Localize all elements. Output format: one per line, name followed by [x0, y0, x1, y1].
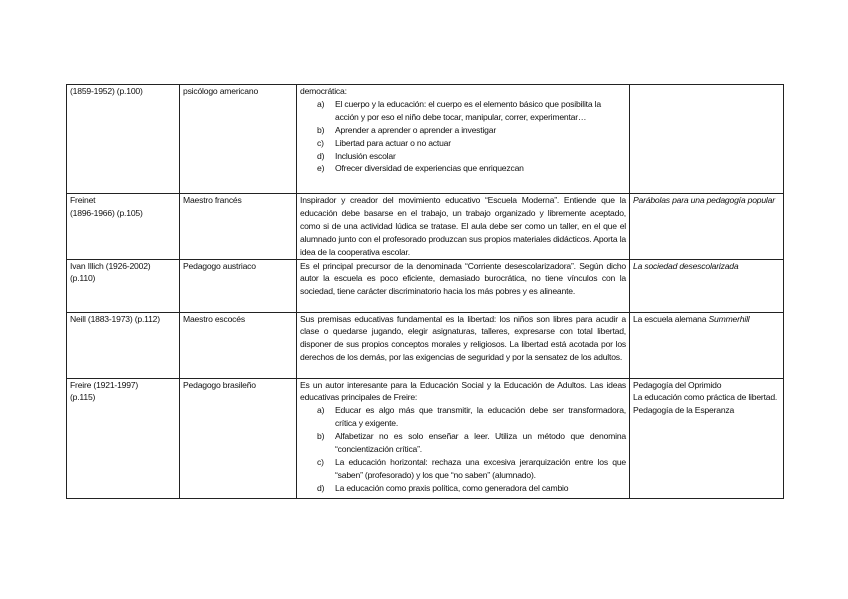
work-prefix: La escuela alemana [633, 313, 709, 324]
author-cell [67, 259, 180, 312]
author-name: Freire (1921-1997) [70, 379, 139, 390]
works-cell [630, 312, 784, 378]
author-cell [67, 312, 180, 378]
author-dates: (p.115) [70, 392, 96, 403]
ideas-cell: Sus premisas educativas fundamental es la libertad: los niños son libres para acudir a clase o quedarse jugando, elegir asignaturas, talleres, expresarse con total libertad, disponer de sus propios conceptos morales y religiosos. La libertad está acotada por los derechos de los demás, por las exigencias de seguridad y por la sensatez de los adultos. [297, 312, 630, 378]
table-row [67, 312, 784, 378]
list-item: b) Alfabetizar no es solo enseñar a leer. Utiliza un método que denomina “concientización crítica”. [317, 431, 626, 455]
list-item: e) Ofrecer diversidad de experiencias que enriquezcan [317, 163, 524, 174]
list-item: d) Inclusión escolar [317, 150, 396, 161]
ideas-intro: democrática: [300, 86, 347, 96]
works-cell [630, 85, 784, 194]
list-item: c) La educación horizontal: rechaza una excesiva jerarquización entre los que “saben” (profesorado) y los que “no saben” (alumnado). [317, 456, 626, 480]
author-dates: (1859-1952) (p.100) [70, 86, 143, 96]
list-item: d) La educación como praxis política, como generadora del cambio [317, 482, 569, 493]
role-cell: psicólogo americano [180, 85, 297, 194]
table-row [67, 194, 784, 260]
work-title: Pedagogía del Oprimido [633, 379, 722, 390]
author-dates: (1896-1966) (p.105) [70, 207, 143, 218]
work-title: Summerhill [708, 313, 750, 324]
author-name: Freinet [70, 195, 96, 205]
role-cell: Pedagogo brasileño [180, 378, 297, 498]
works-cell: La sociedad desescolarizada [630, 259, 784, 312]
ideas-cell [297, 85, 630, 194]
role-cell: Maestro escocés [180, 312, 297, 378]
table-row [67, 259, 784, 312]
role-cell: Pedagogo austriaco [180, 259, 297, 312]
author-cell [67, 378, 180, 498]
ideas-cell: Es el principal precursor de la denominada “Corriente desescolarizadora”. Según dicho autor la escuela es poco eficiente, demasiado burocrática, no tiene vínculos con la sociedad, tiene carácter discriminatorio hacia los más pobres y es alineante. [297, 259, 630, 312]
list-item: b) Aprender a aprender o aprender a investigar [317, 124, 496, 135]
list-item: a) Educar es algo más que transmitir, la educación debe ser transformadora, crítica y exigente. [317, 405, 626, 429]
works-cell [630, 378, 784, 498]
works-cell: Parábolas para una pedagogía popular [630, 194, 784, 260]
author-dates: (p.110) [70, 273, 96, 284]
list-item: a) El cuerpo y la educación: el cuerpo es el elemento básico que posibilita la acción y por eso el niño debe tocar, manipular, correr, experimentar… [317, 98, 601, 122]
author-name: Ivan Illich (1926-2002) [70, 260, 151, 271]
table-row [67, 85, 784, 194]
ideas-cell [297, 378, 630, 498]
authors-table [66, 84, 784, 499]
role-cell: Maestro francés [180, 194, 297, 260]
work-title: Pedagogía de la Esperanza [633, 405, 735, 416]
ideas-list [300, 404, 626, 494]
author-cell [67, 194, 180, 260]
table-row [67, 378, 784, 498]
ideas-cell: Inspirador y creador del movimiento educativo “Escuela Moderna”. Entiende que la educación debe basarse en el trabajo, un trabajo organizado y libremente aceptado, como si de una actividad lúdica se tratase. El aula debe ser como un taller, en el que el alumnado junto con el profesorado produzcan sus propios materiales didácticos. Aporta la idea de la cooperativa escolar. [297, 194, 630, 260]
ideas-intro: Es un autor interesante para la Educación Social y la Educación de Adultos. Las ideas educativas principales de Freire: [300, 379, 626, 403]
list-item: c) Libertad para actuar o no actuar [317, 137, 451, 148]
work-title: La educación como práctica de libertad. [633, 392, 778, 403]
author-name: Neill (1883-1973) (p.112) [70, 313, 160, 324]
author-cell [67, 85, 180, 194]
ideas-list [300, 98, 626, 175]
